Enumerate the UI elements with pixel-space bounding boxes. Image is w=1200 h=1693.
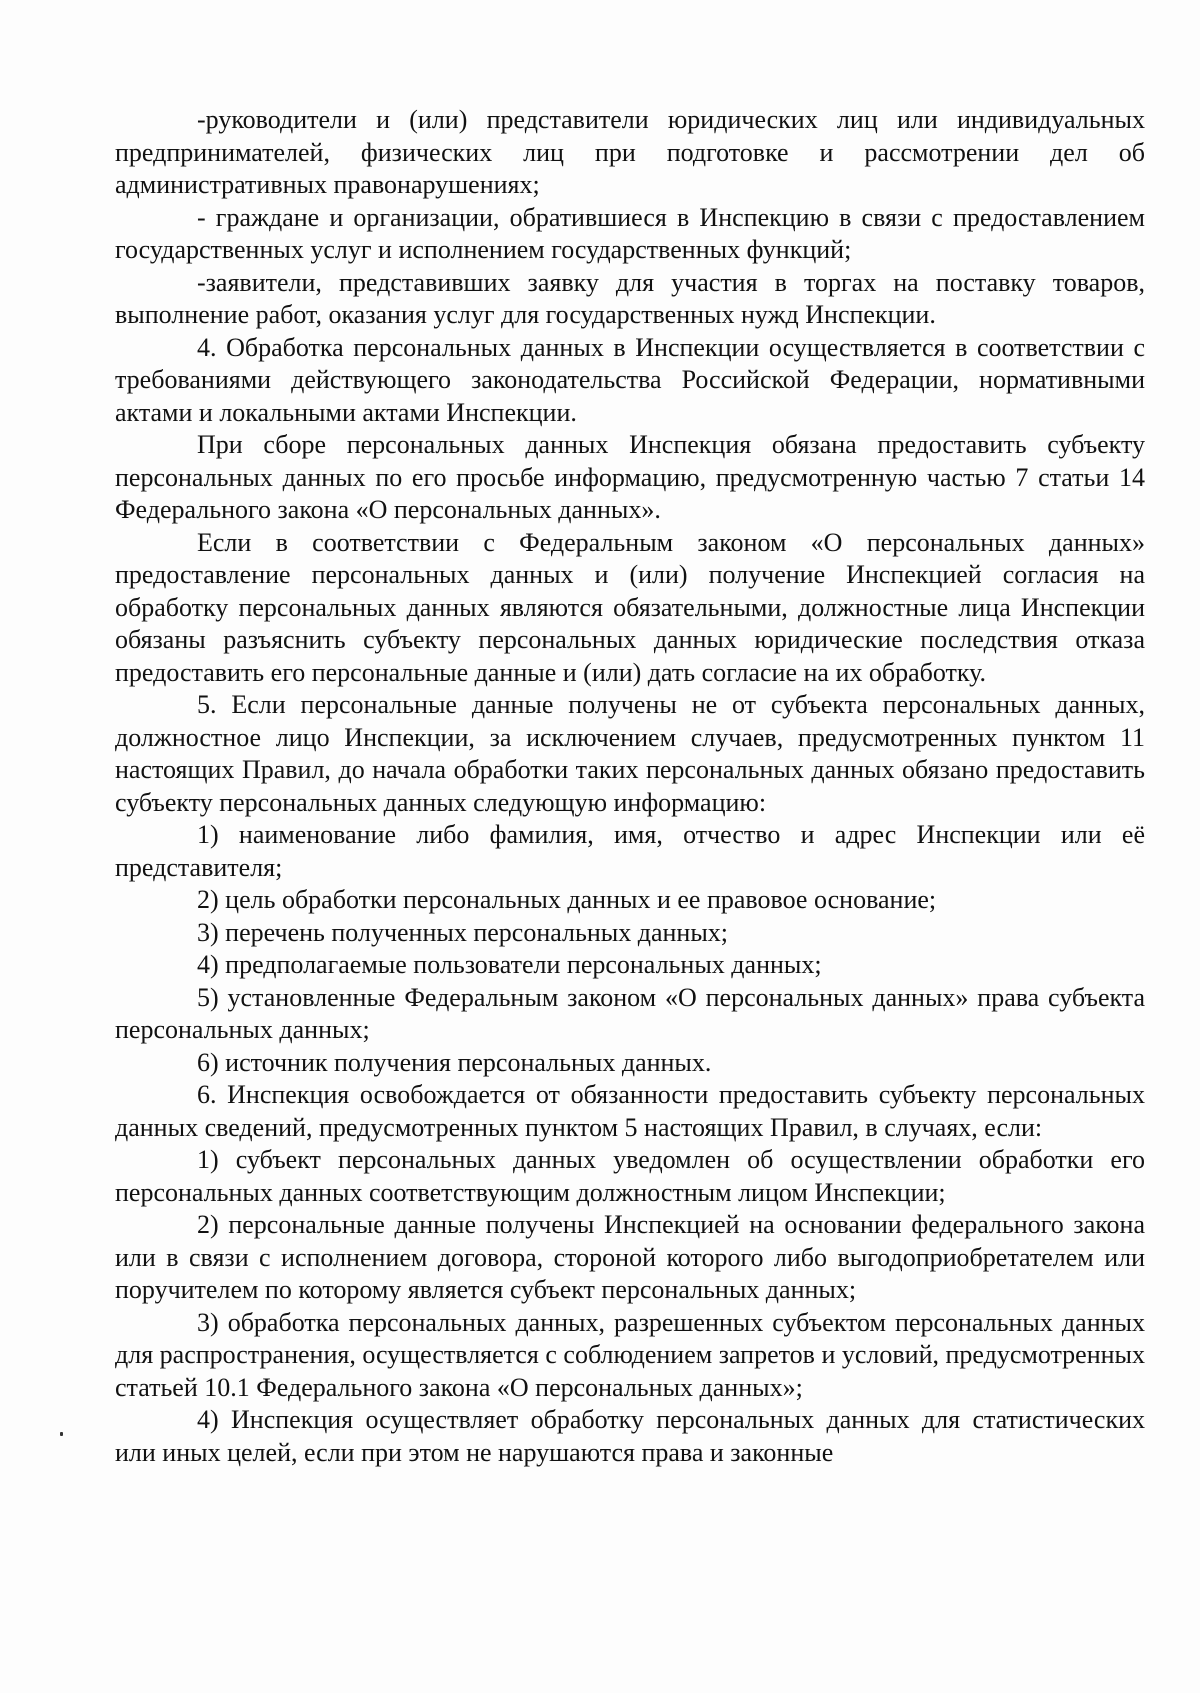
clause-5-item-4: 4) предполагаемые пользователи персональных данных; bbox=[197, 950, 822, 979]
clause-6-item-3: 3) обработка персональных данных, разрешенных субъектом персональных данных для распространения, осуществляется с соблюдением запретов и условий, предусмотренных статьей 10.1 Федерального закона «О персональных данных»; bbox=[115, 1307, 1145, 1402]
clause-4-paragraph-3: Если в соответствии с Федеральным законом «О персональных данных» предоставление персональных данных и (или) получение Инспекцией согласия на обработку персональных данных являются обязательными, должностные лица Инспекции обязаны разъяснить субъекту персональных данных юридические последствия отказа предоставить его персональные данные и (или) дать согласие на их обработку. bbox=[115, 527, 1145, 687]
clause-4-paragraph-2: При сборе персональных данных Инспекция обязана предоставить субъекту персональных данных по его просьбе информацию, предусмотренную частью 7 статьи 14 Федерального закона «О персональных данных». bbox=[115, 430, 1145, 524]
clause-5-item-5: 5) установленные Федеральным законом «О персональных данных» права субъекта персональных данных; bbox=[115, 982, 1145, 1044]
clause-5-item-1: 1) наименование либо фамилия, имя, отчество и адрес Инспекции или её представителя; bbox=[115, 820, 1145, 882]
clause-5: 5. Если персональные данные получены не от субъекта персональных данных, должностное лицо Инспекции, за исключением случаев, предусмотренных пунктом 11 настоящих Правил, до начала обработки таких персональных данных обязано предоставить субъекту персональных данных следующую информацию: bbox=[115, 690, 1145, 817]
clause-5-item-2: 2) цель обработки персональных данных и ее правовое основание; bbox=[197, 885, 937, 914]
clause-4: 4. Обработка персональных данных в Инспекции осуществляется в соответствии с требованиями действующего законодательства Российской Федерации, нормативными актами и локальными актами Инспекции. bbox=[115, 332, 1145, 427]
document-body bbox=[115, 104, 1145, 1469]
clause-6-item-4: 4) Инспекция осуществляет обработку персональных данных для статистических или иных целей, если при этом не нарушаются права и законные bbox=[115, 1405, 1145, 1467]
clause-5-item-3: 3) перечень полученных персональных данных; bbox=[197, 917, 729, 947]
list-item-citizens: - граждане и организации, обратившиеся в Инспекцию в связи с предоставлением государственных услуг и исполнением государственных функций; bbox=[115, 202, 1145, 264]
clause-5-item-6: 6) источник получения персональных данных. bbox=[197, 1047, 712, 1077]
clause-6-item-2: 2) персональные данные получены Инспекцией на основании федерального закона или в связи с исполнением договора, стороной которого либо выгодоприобретателем или поручителем по которому является субъект персональных данных; bbox=[115, 1210, 1145, 1304]
clause-6-item-1: 1) субъект персональных данных уведомлен об осуществлении обработки его персональных данных соответствующим должностным лицом Инспекции; bbox=[115, 1145, 1145, 1207]
scan-speck bbox=[60, 1432, 63, 1436]
clause-6: 6. Инспекция освобождается от обязанности предоставить субъекту персональных данных сведений, предусмотренных пунктом 5 настоящих Правил, в случаях, если: bbox=[115, 1080, 1145, 1142]
list-item-managers: -руководители и (или) представители юридических лиц или индивидуальных предпринимателей, физических лиц при подготовке и рассмотрении дел об административных правонарушениях; bbox=[115, 105, 1145, 199]
list-item-applicants: -заявители, представивших заявку для участия в торгах на поставку товаров, выполнение работ, оказания услуг для государственных нужд Инспекции. bbox=[115, 267, 1145, 329]
